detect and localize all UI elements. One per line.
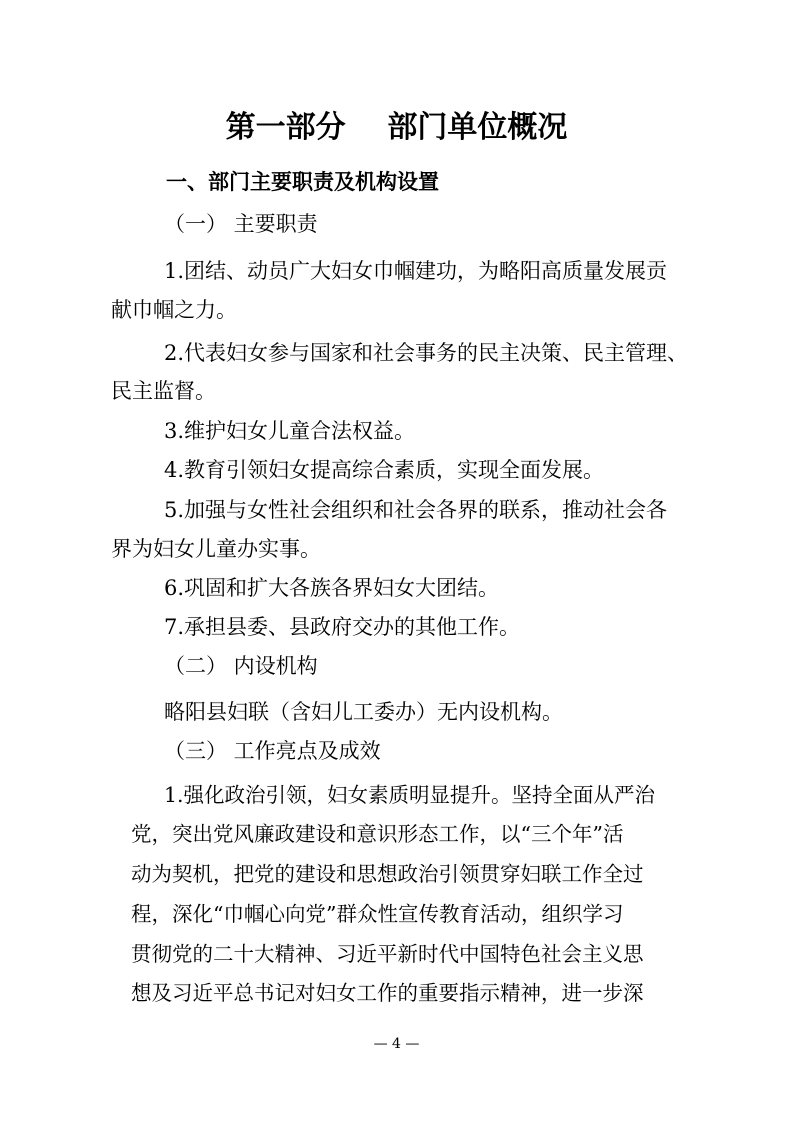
duty-1-line-2: 献巾帼之力。 bbox=[111, 298, 237, 322]
duty-4: 4.教育引领妇女提高综合素质，实现全面发展。 bbox=[164, 458, 605, 482]
duty-2-line-1: 2.代表妇女参与国家和社会事务的民主决策、民主管理、 bbox=[164, 341, 689, 365]
duty-1-line-1: 1.团结、动员广大妇女巾帼建功，为略阳高质量发展贡 bbox=[164, 259, 668, 283]
subsection-heading-3: （三） 工作亮点及成效 bbox=[164, 739, 381, 763]
highlight-1-line-2: 党，突出党风廉政建设和意识形态工作，以“三个年”活 bbox=[131, 822, 624, 846]
highlight-1-line-1: 1.强化政治引领，妇女素质明显提升。坚持全面从严治 bbox=[164, 783, 656, 807]
duty-6: 6.巩固和扩大各族各界妇女大团结。 bbox=[164, 576, 500, 600]
highlight-1-line-3: 动为契机，把党的建设和思想政治引领贯穿妇联工作全过 bbox=[131, 862, 644, 886]
highlight-1-line-5: 贯彻党的二十大精神、习近平新时代中国特色社会主义思 bbox=[131, 942, 644, 966]
page-title: 第一部分 部门单位概况 bbox=[225, 110, 568, 145]
duty-7: 7.承担县委、县政府交办的其他工作。 bbox=[164, 615, 521, 639]
duty-5-line-1: 5.加强与女性社会组织和社会各界的联系，推动社会各 bbox=[164, 498, 668, 522]
internal-structure-text: 略阳县妇联（含妇儿工委办）无内设机构。 bbox=[164, 700, 563, 724]
duty-5-line-2: 界为妇女儿童办实事。 bbox=[111, 537, 321, 561]
highlight-1-line-4: 程，深化“巾帼心向党”群众性宣传教育活动，组织学习 bbox=[131, 902, 624, 926]
highlight-1-line-6: 想及习近平总书记对妇女工作的重要指示精神，进一步深 bbox=[131, 981, 644, 1005]
section-heading-1: 一、部门主要职责及机构设置 bbox=[166, 170, 439, 194]
duty-3: 3.维护妇女儿童合法权益。 bbox=[164, 419, 416, 443]
duty-2-line-2: 民主监督。 bbox=[111, 379, 216, 403]
page-number: — 4 — bbox=[373, 1036, 420, 1052]
subsection-heading-2: （二） 内设机构 bbox=[164, 654, 318, 678]
subsection-heading-1: （一） 主要职责 bbox=[164, 212, 318, 236]
